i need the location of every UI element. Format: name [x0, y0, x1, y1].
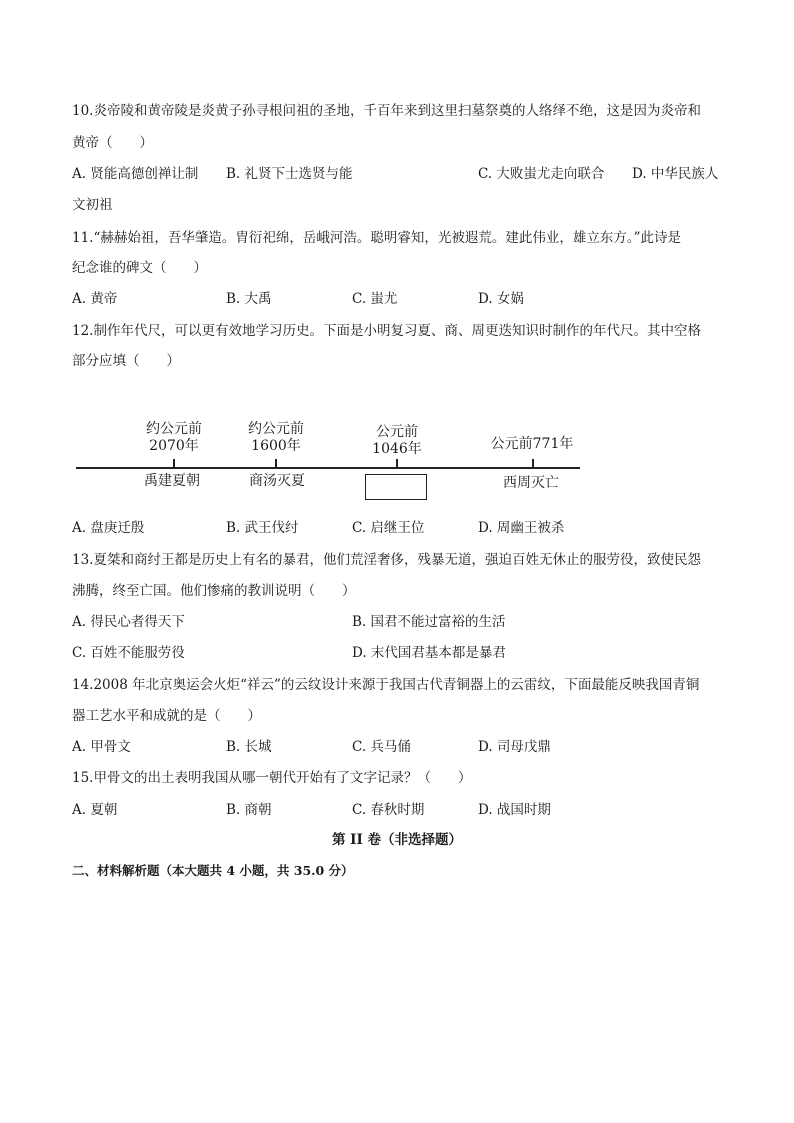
question-14-option-d: D. 司母戊鼎	[478, 739, 551, 755]
question-14-option-b: B. 长城	[226, 739, 272, 755]
timeline-mark-1-label	[128, 421, 220, 455]
timeline-tick-2	[275, 459, 277, 468]
question-14-option-c: C. 兵马俑	[352, 739, 411, 755]
question-13-stem-line-2: 沸腾，终至亡国。他们惨痛的教训说明（ ）	[72, 583, 356, 599]
timeline-mark-2-bottom: 1600年	[251, 438, 301, 454]
timeline-mark-3-label	[351, 424, 443, 458]
question-12-option-d: D. 周幽王被杀	[478, 520, 565, 536]
question-11-option-b: B. 大禹	[226, 291, 272, 307]
question-13-stem-line-1: 13.夏桀和商纣王都是历史上有名的暴君，他们荒淫奢侈，残暴无道，强迫百姓无休止的服劳役，致使民怨	[72, 552, 701, 568]
question-15-option-d: D. 战国时期	[478, 802, 551, 818]
question-10-option-d-continued: 文初祖	[72, 197, 113, 213]
timeline-event-2: 商汤灭夏	[249, 473, 305, 489]
question-12-option-a: A. 盘庚迁殷	[72, 520, 145, 536]
timeline-tick-3	[396, 459, 398, 468]
question-15-option-a: A. 夏朝	[72, 802, 118, 818]
timeline-event-4: 西周灭亡	[503, 475, 559, 491]
question-13-option-c: C. 百姓不能服劳役	[72, 645, 185, 661]
question-11-option-a: A. 黄帝	[72, 291, 118, 307]
question-11-option-d: D. 女娲	[478, 291, 524, 307]
question-10-option-c: C. 大败蚩尤走向联合	[478, 166, 605, 182]
question-12-option-b: B. 武王伐纣	[226, 520, 299, 536]
question-15-option-b: B. 商朝	[226, 802, 272, 818]
timeline-mark-2-label	[230, 421, 322, 455]
timeline-blank-box	[365, 474, 427, 500]
timeline-mark-3-top: 公元前	[376, 424, 418, 440]
question-11-stem-line-1: 11.“赫赫始祖，吾华肇造。胄衍祀绵，岳峨河浩。聪明睿知，光被遐荒。建此伟业，雄立东方。”此诗是	[72, 230, 682, 246]
question-15-option-c: C. 春秋时期	[352, 802, 425, 818]
timeline-mark-4-label	[476, 436, 588, 453]
question-10-option-d: D. 中华民族人	[632, 166, 719, 182]
question-15-stem-line-1: 15.甲骨文的出土表明我国从哪一朝代开始有了文字记录？（ ）	[72, 770, 472, 786]
question-14-stem-line-1: 14.2008 年北京奥运会火炬“祥云”的云纹设计来源于我国古代青铜器上的云雷纹，下面最能反映我国青铜	[72, 677, 700, 693]
timeline-event-1: 禹建夏朝	[144, 473, 200, 489]
question-13-option-a: A. 得民心者得天下	[72, 614, 185, 630]
question-10-stem-line-2: 黄帝（ ）	[72, 135, 153, 151]
part-2-title: 第 II 卷（非选择题）	[331, 832, 463, 848]
question-12-option-c: C. 启继王位	[352, 520, 425, 536]
question-13-option-b: B. 国君不能过富裕的生活	[352, 614, 506, 630]
timeline-mark-2-top: 约公元前	[248, 421, 304, 437]
question-14-stem-line-2: 器工艺水平和成就的是（ ）	[72, 708, 261, 724]
question-12-stem-line-2: 部分应填（ ）	[72, 353, 180, 369]
timeline-mark-1-top: 约公元前	[146, 421, 202, 437]
question-12-stem-line-1: 12.制作年代尺，可以更有效地学习历史。下面是小明复习夏、商、周更迭知识时制作的年代尺。其中空格	[72, 323, 701, 339]
timeline-tick-4	[532, 459, 534, 468]
question-11-option-c: C. 蚩尤	[352, 291, 398, 307]
timeline-mark-4-bottom: 公元前771年	[490, 436, 574, 452]
timeline-mark-1-bottom: 2070年	[149, 438, 199, 454]
timeline-tick-1	[173, 459, 175, 468]
question-10-option-a: A. 贤能高德创禅让制	[72, 166, 199, 182]
question-14-option-a: A. 甲骨文	[72, 739, 131, 755]
timeline-mark-3-bottom: 1046年	[372, 441, 422, 457]
timeline-axis	[76, 467, 580, 469]
section-2-title: 二、材料解析题（本大题共 4 小题，共 35.0 分）	[72, 863, 354, 878]
question-10-stem-line-1: 10.炎帝陵和黄帝陵是炎黄子孙寻根问祖的圣地，千百年来到这里扫墓祭奠的人络绎不绝，这是因为炎帝和	[72, 103, 701, 119]
question-13-option-d: D. 末代国君基本都是暴君	[352, 645, 506, 661]
question-11-stem-line-2: 纪念谁的碑文（ ）	[72, 260, 207, 276]
question-10-option-b: B. 礼贤下士选贤与能	[226, 166, 353, 182]
